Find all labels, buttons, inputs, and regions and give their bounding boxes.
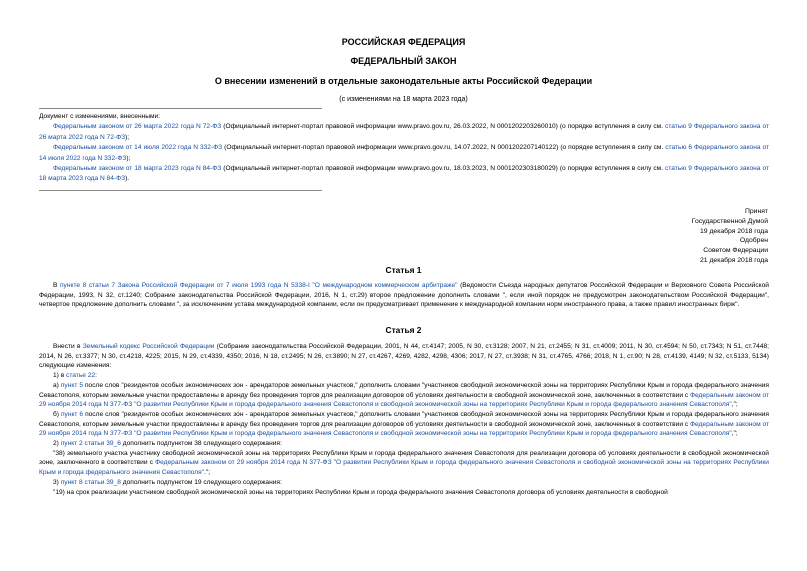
approved-block: Одобрен Советом Федерации 21 декабря 2018 года [700,237,768,264]
article-2-text [39,342,769,497]
law-377-fz-link[interactable]: Федеральным законом от 29 ноября 2014 года N 377-ФЗ "О развитии Республики Крым и города федерального значения Севастополя и свободной экономической зоны на территориях Республики Крым и города федерального значения Севастополя" [39,391,769,409]
changes-bottom-rule [39,190,322,191]
article-1-text [39,281,769,310]
changes-top-rule [39,108,322,109]
article-2-paragraph: 1) в статье 22: [53,372,97,380]
doc-type-heading: ФЕДЕРАЛЬНЫЙ ЗАКОН [350,56,457,66]
article-2-paragraph: а) пункт 5 после слов "резидентов особых экономических зон - арендаторов земельных участков," дополнить словами "участников свободной экономической зоны на территориях Республики Крым и города федерального значения Севастополя, которым земельные участки предоставлены в аренду без проведения торгов для реализации договоров об условиях деятельности в свободной экономической зоне, заключенных в соответствии с Федеральным законом от 29 ноября 2014 года N 377-ФЗ "О развитии Республики Крым и города федерального значения Севастополя и свободной экономической зоны на территориях Республики Крым и города федерального значения Севастополя","; [39,381,769,409]
article-39-8-link[interactable]: пункт 8 статьи 39_8 [60,478,121,486]
effective-date-link[interactable]: статью 6 Федерального закона от 14 июля 2022 года N 332-ФЗ [39,144,770,162]
article-2-paragraph: 2) пункт 2 статьи 39_6 дополнить подпунктом 38 следующего содержания: [53,440,282,448]
adopted-block: Принят Государственной Думой 19 декабря 2018 года [691,208,768,235]
law-377-fz-link[interactable]: Федеральным законом от 29 ноября 2014 года N 377-ФЗ "О развитии Республики Крым и города федерального значения Севастополя и свободной экономической зоны на территориях Республики Крым и города федерального значения Севастополя" [39,459,769,477]
amending-law-link[interactable]: Федеральным законом от 18 марта 2023 года N 84-ФЗ [53,165,222,173]
article-2-paragraph: б) пункт 6 после слов "резидентов особых экономических зон - арендаторов земельных участков," дополнить словами "участников свободной экономической зоны на территориях Республики Крым и города федерального значения Севастополя, которым земельные участки предоставлены в аренду без проведения торгов для реализации договоров об условиях деятельности в свободной экономической зоне, заключенных в соответствии с Федеральным законом от 29 ноября 2014 года N 377-ФЗ "О развитии Республики Крым и города федерального значения Севастополя и свободной экономической зоны на территориях Республики Крым и города федерального значения Севастополя","; [39,410,769,438]
article-22-link[interactable]: статье 22 [66,372,96,380]
clause-5-link[interactable]: пункт 5 [60,381,83,389]
edition-note: (с изменениями на 18 марта 2023 года) [339,96,468,103]
article-39-6-link[interactable]: пункт 2 статьи 39_6 [60,440,121,448]
change-item: Федеральным законом от 26 марта 2022 года N 72-ФЗ (Официальный интернет-портал правовой информации www.pravo.gov.ru, 26.03.2022, N 0001202203260010) (о порядке вступления в силу см. статью 9 Федерального закона от 26 марта 2022 года N 72-ФЗ); [39,123,769,141]
effective-date-link[interactable]: статью 9 Федерального закона от 18 марта 2023 года N 84-ФЗ [39,165,769,183]
land-code-link[interactable]: Земельный кодекс Российской Федерации [82,343,215,350]
article-2-paragraph: "19) на срок реализации участником свободной экономической зоны на территориях Республики Крым и города федерального значения Севастополя договора об условиях деятельности в свободной [53,488,668,496]
change-item: Федеральным законом от 18 марта 2023 года N 84-ФЗ (Официальный интернет-портал правовой информации www.pravo.gov.ru, 18.03.2023, N 0001202303180029) (о порядке вступления в силу см. статью 9 Федерального закона от 18 марта 2023 года N 84-ФЗ). [39,165,769,183]
amending-law-link[interactable]: Федеральным законом от 14 июля 2022 года N 332-ФЗ [53,144,223,152]
article-2-heading: Статья 2 [385,325,422,335]
changes-block [39,112,769,185]
country-heading: РОССИЙСКАЯ ФЕДЕРАЦИЯ [341,37,466,47]
law-title: О внесении изменений в отдельные законодательные акты Российской Федерации [214,76,593,86]
article-2-paragraph: 3) пункт 8 статьи 39_8 дополнить подпунктом 19 следующего содержания: [53,478,282,486]
arbitration-law-link[interactable]: пункте 8 статьи 7 Закона Российской Федерации от 7 июля 1993 года N 5338-I "О международном коммерческом арбитраже" [59,282,458,289]
changes-intro: Документ с изменениями, внесенными: [39,113,161,120]
article-2-paragraph: "38) земельного участка участнику свободной экономической зоны на территориях Республики Крым и города федерального значения Севастополя для реализации договора об условиях деятельности в свободной экономической зоне, заключенного в соответствии с Федеральным законом от 29 ноября 2014 года N 377-ФЗ "О развитии Республики Крым и города федерального значения Севастополя и свободной экономической зоны на территориях Республики Крым и города федерального значения Севастополя"."; [39,449,769,477]
clause-6-link[interactable]: пункт 6 [60,410,84,418]
amending-law-link[interactable]: Федеральным законом от 26 марта 2022 года N 72-ФЗ [53,123,222,131]
article-1-paragraph: В пункте 8 статьи 7 Закона Российской Федерации от 7 июля 1993 года N 5338-I "О международном коммерческом арбитраже" (Ведомости Съезда народных депутатов Российской Федерации и Верховного Совета Российской Федерации, 1993, N 32, ст.1240; Собрание законодательства Российской Федерации, 2016, N 1, ст.29) второе предложение дополнить словами ", если иной порядок не предусмотрен законодательством Российской Федерации", четвертое предложение дополнить словами ", за исключением устава международной компании, если он предусматривает применение к международной компании норм иностранного права, а также правил иностранных бирж". [39,282,769,309]
article-2-paragraph: Внести в Земельный кодекс Российской Федерации (Собрание законодательства Российской Федерации, 2001, N 44, ст.4147; 2005, N 30, ст.3128; 2007, N 21, ст.2455; N 31, ст.4009; 2011, N 30, ст.4594; N 50, ст.7343; N 51, ст.7448; 2014, N 26, ст.3377; N 30, ст.4218, 4225; 2015, N 29, ст.4339, 4350; 2016, N 18, ст.2495; N 26, ст.3890; N 27, ст.4267, 4269, 4282, 4298, 4306; 2017, N 27, ст.3938; N 31, ст.4765, 4766; 2018, N 1, ст.90; N 28, ст.4139, 4149; N 32, ст.5133, 5134) следующие изменения: [39,343,770,370]
article-1-heading: Статья 1 [385,265,422,275]
law-377-fz-link[interactable]: Федеральным законом от 29 ноября 2014 года N 377-ФЗ "О развитии Республики Крым и города федерального значения Севастополя и свободной экономической зоны на территориях Республики Крым и города федерального значения Севастополя" [39,420,769,438]
change-item: Федеральным законом от 14 июля 2022 года N 332-ФЗ (Официальный интернет-портал правовой информации www.pravo.gov.ru, 14.07.2022, N 0001202207140122) (о порядке вступления в силу см. статью 6 Федерального закона от 14 июля 2022 года N 332-ФЗ); [39,144,770,162]
effective-date-link[interactable]: статью 9 Федерального закона от 26 марта 2022 года N 72-ФЗ [39,123,769,141]
